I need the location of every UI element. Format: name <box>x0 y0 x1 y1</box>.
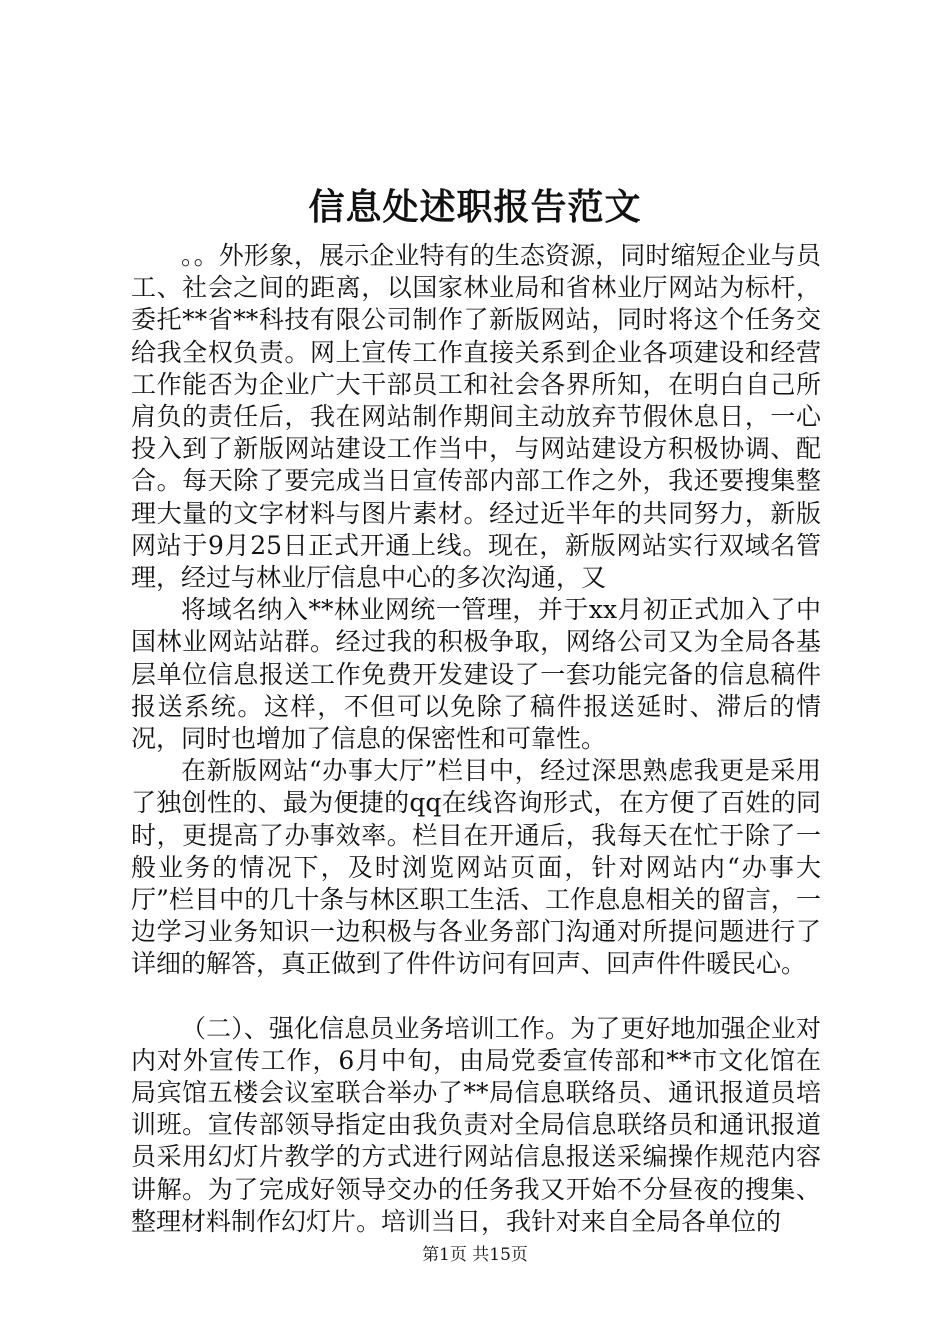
document-body <box>131 240 821 1238</box>
page-footer: 第1页 共15页 <box>422 1245 528 1265</box>
paragraph-3: 在新版网站“办事大厅”栏目中，经过深思熟虑我更是采用了独创性的、最为便捷的qq在线咨询形式，在方便了百姓的同时，更提高了办事效率。栏目在开通后，我每天在忙于除了一般业务的情况下，及时浏览网站页面，针对网站内“办事大厅”栏目中的几十条与林区职工生活、工作息息相关的留言，一边学习业务知识一边积极与各业务部门沟通对所提问题进行了详细的解答，真正做到了件件访问有回声、回声件件暖民心。 <box>131 756 821 979</box>
paragraph-4: （二）、强化信息员业务培训工作。为了更好地加强企业对内对外宣传工作，6月中旬，由局党委宣传部和**市文化馆在局宾馆五楼会议室联合举办了**局信息联络员、通讯报道员培训班。宣传部领导指定由我负责对全局信息联络员和通讯报道员采用幻灯片教学的方式进行网站信息报送采编操作规范内容讲解。为了完成好领导交办的任务我又开始不分昼夜的搜集、整理材料制作幻灯片。培训当日，我针对来自全局各单位的 <box>131 1013 821 1236</box>
paragraph-spacer <box>131 981 821 1013</box>
paragraph-2: 将域名纳入**林业网统一管理，并于xx月初正式加入了中国林业网站站群。经过我的积极争取，网络公司又为全局各基层单位信息报送工作免费开发建设了一套功能完备的信息稿件报送系统。这样，不但可以免除了稿件报送延时、滞后的情况，同时也增加了信息的保密性和可靠性。 <box>131 595 821 754</box>
paragraph-1: 。。外形象，展示企业特有的生态资源，同时缩短企业与员工、社会之间的距离，以国家林业局和省林业厅网站为标杆，委托**省**科技有限公司制作了新版网站，同时将这个任务交给我全权负责。网上宣传工作直接关系到企业各项建设和经营工作能否为企业广大干部员工和社会各界所知，在明白自己所肩负的责任后，我在网站制作期间主动放弃节假休息日，一心投入到了新版网站建设工作当中，与网站建设方积极协调、配合。每天除了要完成当日宣传部内部工作之外，我还要搜集整理大量的文字材料与图片素材。经过近半年的共同努力，新版网站于9月25日正式开通上线。现在，新版网站实行双域名管理，经过与林业厅信息中心的多次沟通，又 <box>131 241 821 593</box>
document-title: 信息处述职报告范文 <box>308 186 642 228</box>
